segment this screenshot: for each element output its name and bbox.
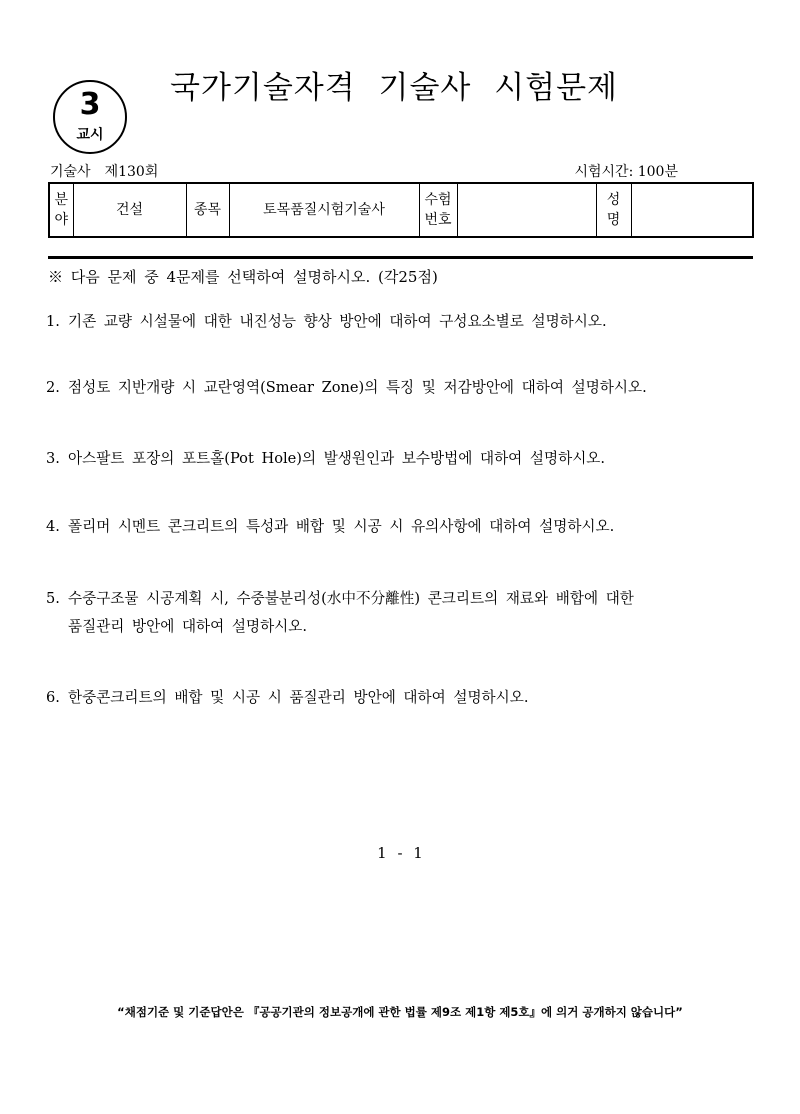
exam-meta <box>50 163 172 181</box>
exam-type: 기술사 <box>50 164 91 180</box>
time-limit: 시험시간: 100분 <box>574 164 678 180</box>
field-label: 분 야 <box>49 183 73 237</box>
divider <box>48 256 753 259</box>
period-number: 3 <box>79 87 101 122</box>
question-5: 5. 수중구조물 시공계획 시, 수중불분리성(水中不分離性) 콘크리트의 재료와 배합에 대한 품질관리 방안에 대하여 설명하시오. <box>46 590 634 635</box>
question-2: 2. 점성토 지반개량 시 교란영역(Smear Zone)의 특징 및 저감방안에 대하여 설명하시오. <box>46 379 647 396</box>
name-field[interactable] <box>631 183 753 237</box>
category-value: 토목품질시험기술사 <box>229 183 419 237</box>
instruction: ※ 다음 문제 중 4문제를 선택하여 설명하시오. (각25점) <box>48 268 438 286</box>
disclosure-notice: “채점기준 및 기준답안은 『공공기관의 정보공개에 관한 법률 제9조 제1항 제5호』에 의거 공개하지 않습니다” <box>117 1005 683 1019</box>
question-1: 1. 기존 교량 시설물에 대한 내진성능 향상 방안에 대하여 구성요소별로 설명하시오. <box>46 313 607 330</box>
exam-number-label: 수험 번호 <box>419 183 457 237</box>
name-label: 성 명 <box>596 183 631 237</box>
field-value: 건설 <box>73 183 186 237</box>
period-label: 교시 <box>76 127 104 143</box>
exam-info-table <box>48 182 754 238</box>
page-number: 1 - 1 <box>377 844 423 862</box>
period-badge <box>53 80 127 154</box>
question-3: 3. 아스팔트 포장의 포트홀(Pot Hole)의 발생원인과 보수방법에 대하여 설명하시오. <box>46 450 606 467</box>
page-title: 국가기술자격 기술사 시험문제 <box>170 70 619 106</box>
exam-round: 제130회 <box>104 164 159 180</box>
question-4: 4. 폴리머 시멘트 콘크리트의 특성과 배합 및 시공 시 유의사항에 대하여 설명하시오. <box>46 518 615 535</box>
category-label: 종목 <box>186 183 229 237</box>
exam-number-field[interactable] <box>457 183 596 237</box>
question-6: 6. 한중콘크리트의 배합 및 시공 시 품질관리 방안에 대하여 설명하시오. <box>46 689 529 706</box>
